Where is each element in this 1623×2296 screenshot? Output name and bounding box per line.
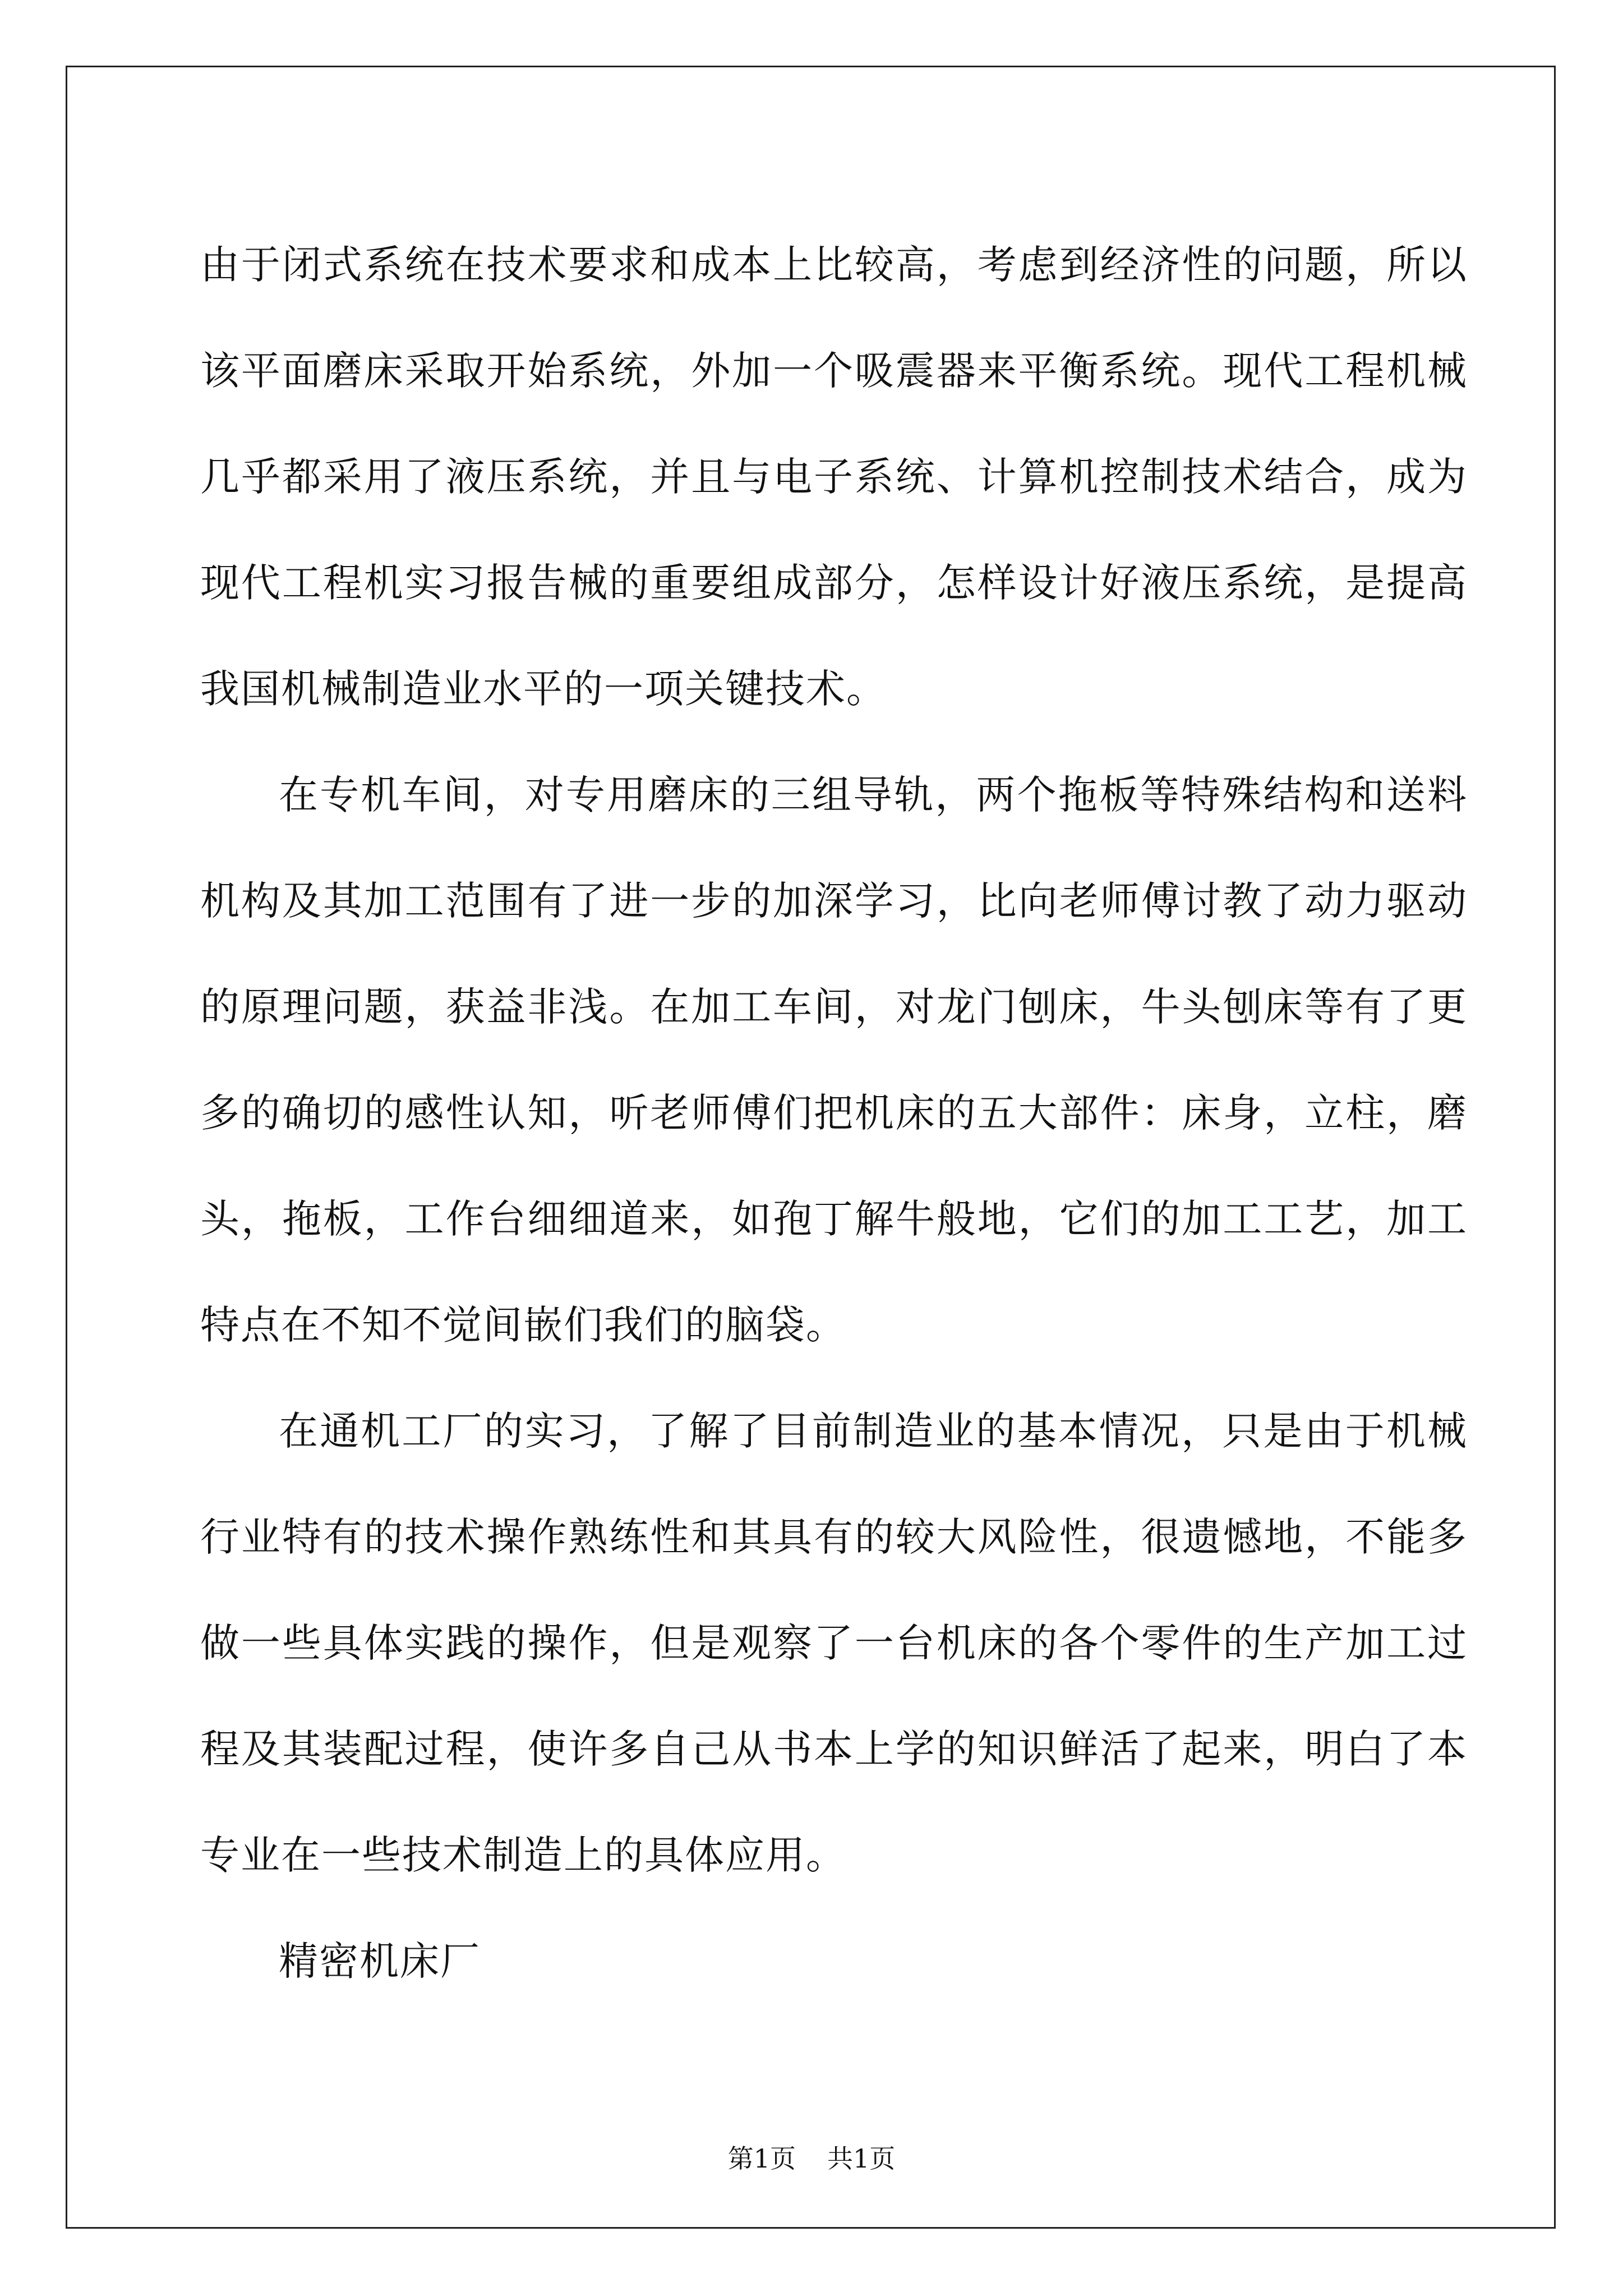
document-body — [200, 212, 1468, 2014]
paragraph-3: 在通机工厂的实习，了解了目前制造业的基本情况，只是由于机械行业特有的技术操作熟练性和其具有的较大风险性，很遗憾地，不能多做一些具体实践的操作，但是观察了一台机床的各个零件的生产加工过程及其装配过程，使许多自己从书本上学的知识鲜活了起来，明白了本专业在一些技术制造上的具体应用。 — [200, 1408, 1468, 1878]
paragraph-4: 精密机床厂 — [279, 1938, 481, 1984]
page-footer — [0, 2142, 1623, 2175]
page-count: 共1页 — [827, 2143, 896, 2174]
page-number: 第1页 — [727, 2143, 796, 2174]
paragraph-2: 在专机车间，对专用磨床的三组导轨，两个拖板等特殊结构和送料机构及其加工范围有了进一步的加深学习，比向老师傅讨教了动力驱动的原理问题，获益非浅。在加工车间，对龙门刨床，牛头刨床等有了更多的确切的感性认知，听老师傅们把机床的五大部件：床身，立柱，磨头，拖板，工作台细细道来，如孢丁解牛般地，它们的加工工艺，加工特点在不知不觉间嵌们我们的脑袋。 — [200, 772, 1468, 1348]
paragraph-1: 由于闭式系统在技术要求和成本上比较高，考虑到经济性的问题，所以该平面磨床采取开始系统，外加一个吸震器来平衡系统。现代工程机械几乎都采用了液压系统，并且与电子系统、计算机控制技术结合，成为现代工程机实习报告械的重要组成部分，怎样设计好液压系统，是提高我国机械制造业水平的一项关键技术。 — [200, 242, 1468, 712]
